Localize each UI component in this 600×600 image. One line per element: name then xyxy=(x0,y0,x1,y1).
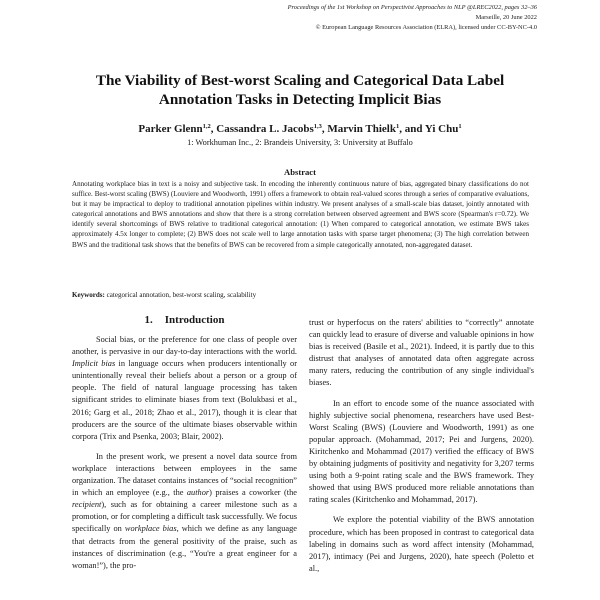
section-number: 1. xyxy=(144,314,153,326)
text-run: ) praises a coworker (the xyxy=(209,488,297,498)
author-name: Yi Chu xyxy=(424,123,459,135)
abstract-heading: Abstract xyxy=(284,167,316,177)
author-list xyxy=(60,123,540,136)
text-run: in language occurs when producers intentionally or unintentionally reveal their beliefs about a person or a group of people. The field of natural language processing has taken significant strides to eliminate biases from text (Bolukbasi et al., 2016; Garg et al., 2018; Zhao et al., 2017), though it is clear that producers are the source of the ultimate biases observable within corpora (Trix and Psenka, 2003; Blair, 2002). xyxy=(72,359,297,441)
text-run: ), such as for obtaining a career milestone such as a promotion, or for completing a difficult task successfully. We focus specifically on xyxy=(72,500,297,534)
keywords-label: Keywords: xyxy=(72,291,105,299)
section-title: Introduction xyxy=(164,314,225,326)
emphasis-term: workplace bias xyxy=(124,524,177,534)
author-affil-mark: 1 xyxy=(458,123,462,130)
author-name: Parker Glenn xyxy=(138,123,203,135)
text-run: Social bias, or the preference for one class of people over another, is pervasive in our day-to-day interactions with the world. xyxy=(72,335,297,357)
right-column xyxy=(309,317,534,575)
intro-paragraph-1 xyxy=(72,334,297,443)
author-affil-mark: 1 xyxy=(395,123,400,130)
author-separator: , and xyxy=(399,123,425,135)
emphasis-term: Implicit bias xyxy=(72,359,116,369)
license-line: © European Language Resources Association (ELRA), licensed under CC-BY-NC-4.0 xyxy=(315,24,537,31)
keywords xyxy=(72,290,529,300)
text-run: In the present work, we present a novel data source from workplace interactions between employees in the same organization. The dataset contains instances of “social recognition” in which an employee (e.g., the xyxy=(72,451,297,498)
title-line-2: Annotation Tasks in Detecting Implicit Bias xyxy=(158,91,442,108)
author-name: Marvin Thielk xyxy=(327,123,396,135)
section-heading-introduction xyxy=(72,313,297,327)
right-paragraph-bws: In an effort to encode some of the nuance associated with highly subjective social phenomena, researchers have used Best-Worst Scaling (BWS) (Louviere and Woodworth, 1991) as one popular approach. (Mohammad, 2017; Pei and Jurgens, 2020). Kiritchenko and Mohammad (2017) verified the efficacy of BWS by obtaining judgments of positivity and negativity for 3,207 terms using both a 9-point rating scale and the BWS framework. They showed that using BWS produced more reliable annotations than rating scales (Kiritchenko and Mohammad, 2017). xyxy=(309,398,534,505)
emphasis-term: recipient xyxy=(72,500,102,510)
left-column xyxy=(72,334,297,572)
author-affil-mark: 1,2 xyxy=(202,123,211,130)
keywords-list: categorical annotation, best-worst scaling, scalability xyxy=(104,291,257,299)
proceedings-line: Proceedings of the 1st Workshop on Perspectivist Approaches to NLP @LREC2022, pages 32–36 xyxy=(287,4,537,11)
author-name: Cassandra L. Jacobs xyxy=(216,123,314,135)
affiliations: 1: Workhuman Inc., 2: Brandeis University, 3: University at Buffalo xyxy=(187,138,413,147)
author-affil-mark: 1,3 xyxy=(313,123,322,130)
intro-paragraph-2 xyxy=(72,451,297,572)
author-separator: , xyxy=(210,123,217,135)
abstract-body: Annotating workplace bias in text is a noisy and subjective task. In encoding the inherently continuous nature of bias, aggregated binary classifications do not suffice. Best-worst scaling (BWS) (Louviere and Woodworth, 1991) offers a framework to obtain real-valued scores through a series of comparative evaluations, but it may be impractical to deploy to traditional annotation pipelines within industry. We present analyses of a small-scale bias dataset, jointly annotated with categorical annotations and BWS annotations and show that there is a strong correlation between observed agreement and BWS score (Spearman's r=0.72). We identify several shortcomings of BWS relative to traditional categorical annotation: (1) When compared to categorical annotation, we estimate BWS takes approximately 4.5x longer to complete; (2) BWS does not scale well to large annotation tasks with sparse target phenomena; (3) The high correlation between BWS and the traditional task shows that the benefits of BWS can be recovered from a simple categorically annotated, non-aggregated dataset. xyxy=(72,180,529,249)
paper-title xyxy=(60,71,540,109)
author-separator: , xyxy=(321,123,328,135)
emphasis-term: author xyxy=(186,488,210,498)
proceedings-header xyxy=(288,3,537,33)
title-line-1: The Viability of Best-worst Scaling and Categorical Data Label xyxy=(95,72,505,89)
text-run: , which we define as any language that detracts from the general positivity of the praise, such as instances of discrimination (e.g., “You're a great engineer for a woman!”), the pro- xyxy=(72,524,297,570)
right-paragraph-continued: trust or hyperfocus on the raters' abilities to “correctly” annotate can quickly lead to erasure of diverse and valuable opinions in how bias is received (Basile et al., 2021). Indeed, it is partly due to this distrust that analyses of annotated data often aggregate across many raters, reducing the contribution of any single individual's biases. xyxy=(309,318,534,388)
location-date-line: Marseille, 20 June 2022 xyxy=(475,14,537,21)
right-paragraph-viability: We explore the potential viability of the BWS annotation procedure, which has been proposed in contrast to categorical data labeling in domains such as word affect intensity (Mohammad, 2017), intimacy (Pei and Jurgens, 2020), hate speech (Poletto et al., xyxy=(309,515,534,573)
